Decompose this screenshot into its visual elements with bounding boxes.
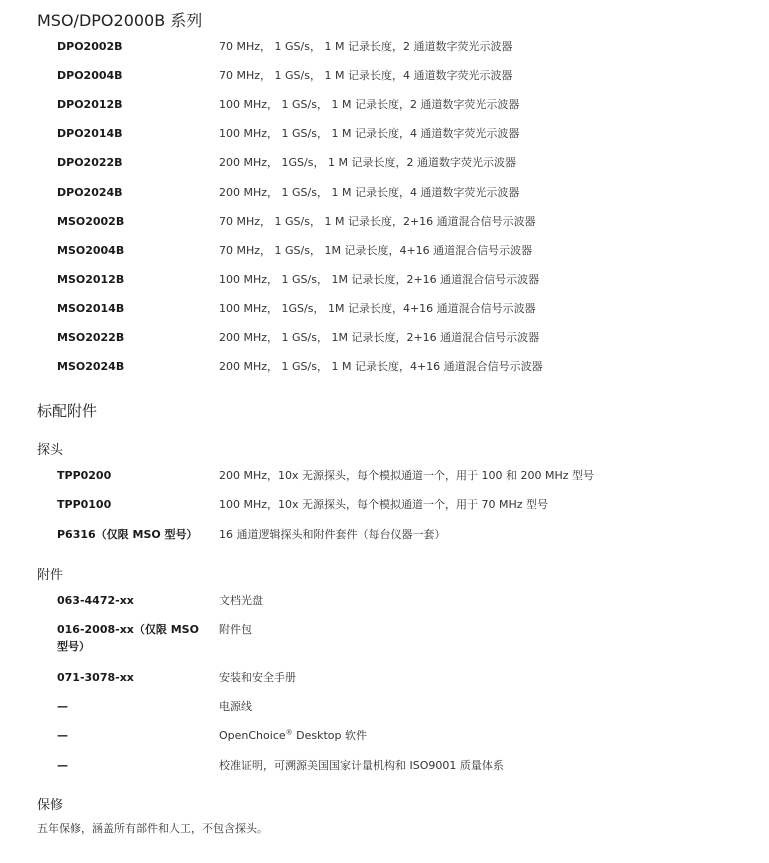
accessory-part-number: 063-4472-xx bbox=[57, 594, 134, 607]
model-description: 100 MHz， 1GS/s， 1M 记录长度，4+16 通道混合信号示波器 bbox=[219, 302, 536, 315]
model-description: 70 MHz， 1 GS/s， 1 M 记录长度，4 通道数字荧光示波器 bbox=[219, 69, 513, 82]
warranty-text: 五年保修，涵盖所有部件和人工，不包含探头。 bbox=[37, 822, 268, 835]
model-name: DPO2022B bbox=[57, 156, 123, 169]
model-name: MSO2014B bbox=[57, 302, 125, 315]
series-title: MSO/DPO2000B 系列 bbox=[37, 11, 203, 30]
model-name: MSO2004B bbox=[57, 244, 125, 257]
model-description: 200 MHz， 1 GS/s， 1M 记录长度，2+16 通道混合信号示波器 bbox=[219, 331, 540, 344]
standard-accessories-heading: 标配附件 bbox=[37, 402, 98, 420]
accessory-part-number: — bbox=[57, 729, 68, 742]
accessory-description: 电源线 bbox=[219, 700, 252, 713]
accessory-part-number: 071-3078-xx bbox=[57, 671, 134, 684]
model-description: 100 MHz， 1 GS/s， 1 M 记录长度，2 通道数字荧光示波器 bbox=[219, 98, 520, 111]
model-name: MSO2012B bbox=[57, 273, 125, 286]
model-name: MSO2002B bbox=[57, 215, 125, 228]
probe-name: TPP0200 bbox=[57, 469, 112, 482]
model-description: 70 MHz， 1 GS/s， 1 M 记录长度，2+16 通道混合信号示波器 bbox=[219, 215, 536, 228]
model-description: 200 MHz， 1 GS/s， 1 M 记录长度，4+16 通道混合信号示波器 bbox=[219, 360, 543, 373]
model-name: DPO2002B bbox=[57, 40, 123, 53]
model-name: MSO2022B bbox=[57, 331, 125, 344]
probes-heading: 探头 bbox=[37, 443, 64, 458]
software-name: OpenChoice bbox=[219, 729, 286, 742]
model-name: MSO2024B bbox=[57, 360, 125, 373]
accessory-description: 校准证明，可溯源美国国家计量机构和 ISO9001 质量体系 bbox=[219, 759, 504, 772]
registered-mark: ® bbox=[285, 728, 293, 737]
probe-name: P6316（仅限 MSO 型号） bbox=[57, 528, 198, 541]
accessory-part-number: — bbox=[57, 759, 68, 772]
model-description: 100 MHz， 1 GS/s， 1M 记录长度，2+16 通道混合信号示波器 bbox=[219, 273, 540, 286]
probe-description: 200 MHz，10x 无源探头，每个模拟通道一个，用于 100 和 200 MHz 型号 bbox=[219, 469, 595, 482]
accessory-part-number: — bbox=[57, 700, 68, 713]
model-name: DPO2014B bbox=[57, 127, 123, 140]
probe-name: TPP0100 bbox=[57, 498, 112, 511]
accessory-description bbox=[219, 727, 749, 744]
model-description: 200 MHz， 1 GS/s， 1 M 记录长度，4 通道数字荧光示波器 bbox=[219, 186, 520, 199]
model-description: 70 MHz， 1 GS/s， 1 M 记录长度，2 通道数字荧光示波器 bbox=[219, 40, 513, 53]
warranty-heading: 保修 bbox=[37, 798, 64, 813]
accessory-description: 安装和安全手册 bbox=[219, 671, 296, 684]
model-description: 200 MHz， 1GS/s， 1 M 记录长度，2 通道数字荧光示波器 bbox=[219, 156, 516, 169]
model-description: 70 MHz， 1 GS/s， 1M 记录长度，4+16 通道混合信号示波器 bbox=[219, 244, 533, 257]
accessory-description: 文档光盘 bbox=[219, 594, 263, 607]
model-name: DPO2024B bbox=[57, 186, 123, 199]
model-name: DPO2004B bbox=[57, 69, 123, 82]
accessory-part-number: 016-2008-xx（仅限 MSO 型号） bbox=[57, 623, 199, 653]
accessories-heading: 附件 bbox=[37, 568, 64, 583]
software-suffix: Desktop 软件 bbox=[292, 729, 367, 742]
probe-description: 100 MHz，10x 无源探头，每个模拟通道一个，用于 70 MHz 型号 bbox=[219, 498, 549, 511]
model-name: DPO2012B bbox=[57, 98, 123, 111]
model-description: 100 MHz， 1 GS/s， 1 M 记录长度，4 通道数字荧光示波器 bbox=[219, 127, 520, 140]
probe-description: 16 通道逻辑探头和附件套件（每台仪器一套） bbox=[219, 528, 446, 541]
accessory-description: 附件包 bbox=[219, 623, 252, 636]
